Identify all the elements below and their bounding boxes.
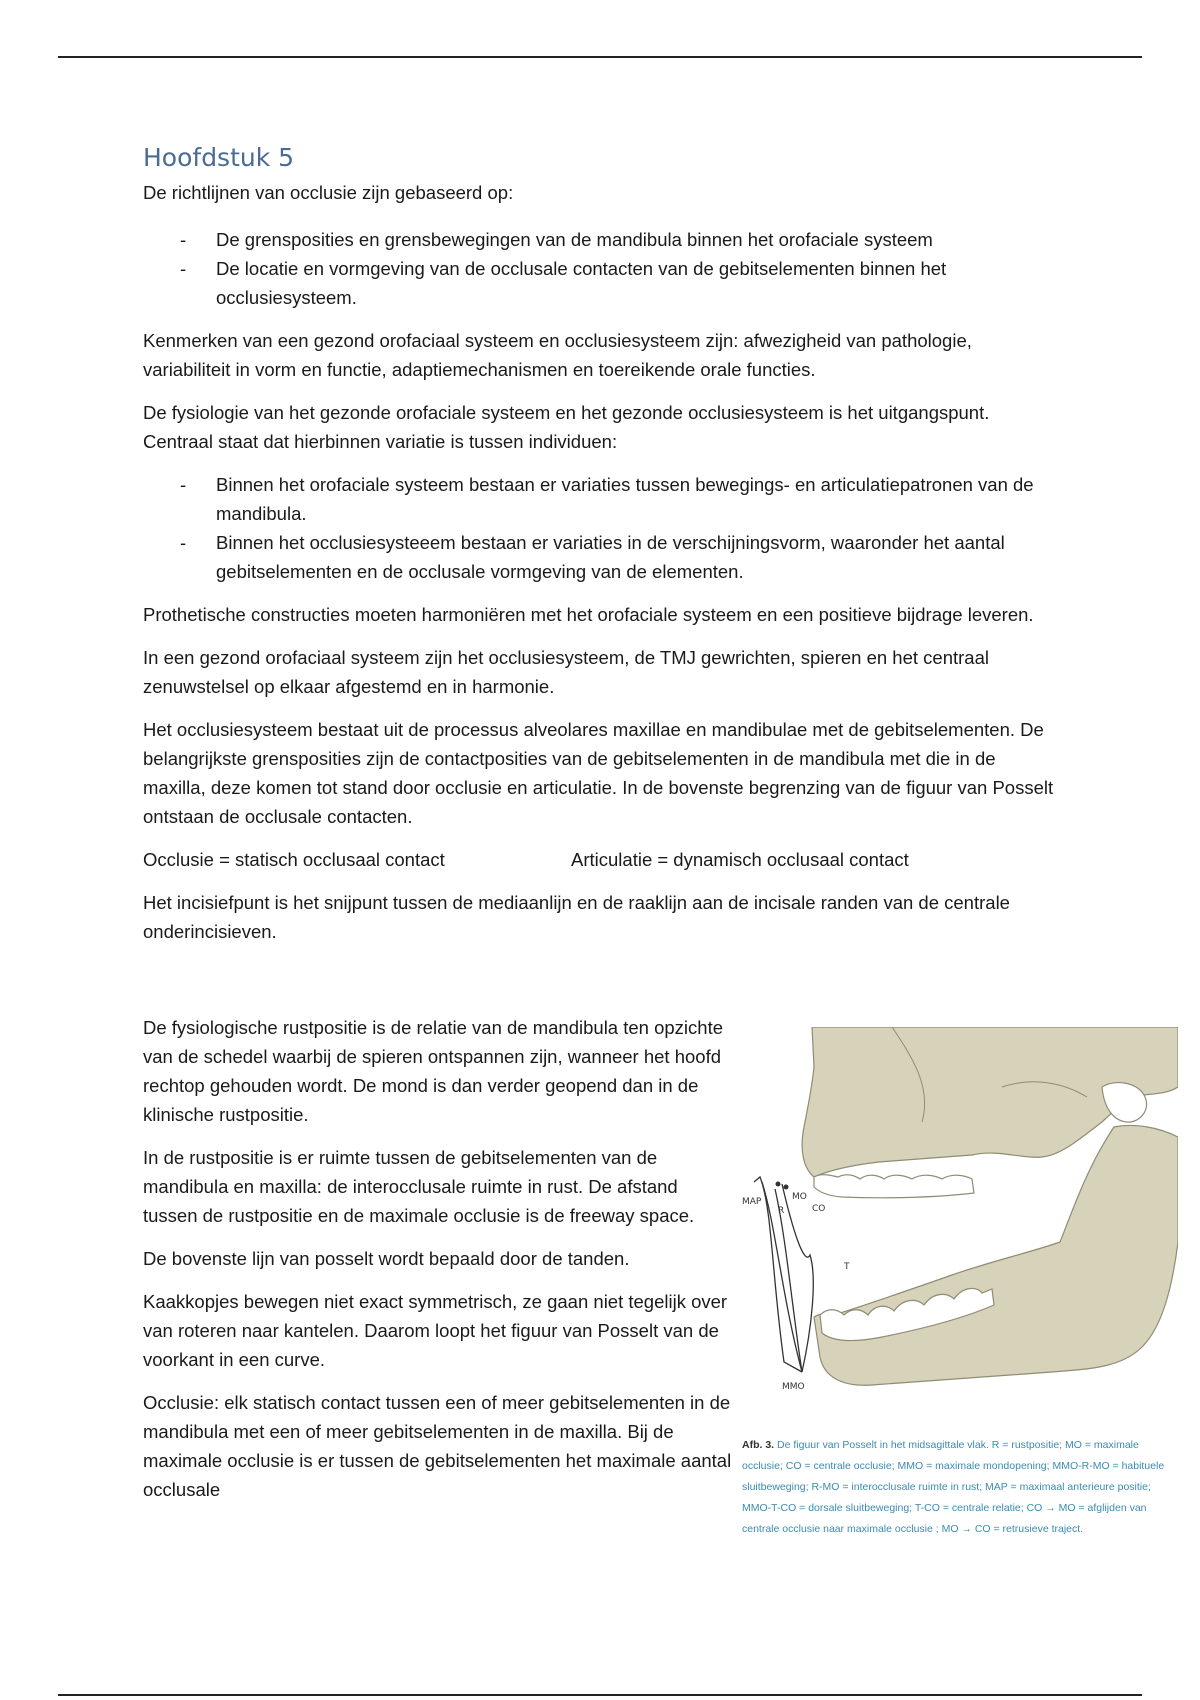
header-rule xyxy=(58,56,1142,58)
page-title: Hoofdstuk 5 xyxy=(143,143,295,172)
posselt-figure xyxy=(742,1027,1178,1540)
paragraph: Occlusie: elk statisch contact tussen een of meer gebitselementen in de mandibula met een of meer gebitselementen in de maxilla. Bij de maximale occlusie is er tussen de gebitselementen het maximale aantal occlusale xyxy=(143,1392,732,1500)
list-item: - Binnen het occlusiesysteeem bestaan er variaties in de verschijningsvorm, waaronder het aantal gebitselementen en de occlusale vormgeving van de elementen. xyxy=(143,528,1063,586)
list-item: - Binnen het orofaciale systeem bestaan er variaties tussen bewegings- en articulatiepatronen van de mandibula. xyxy=(143,470,1063,528)
footer-rule xyxy=(58,1694,1142,1696)
definition-occlusie: Occlusie = statisch occlusaal contact xyxy=(143,849,445,870)
definitions-row xyxy=(143,845,1063,874)
list-item: - De locatie en vormgeving van de occlusale contacten van de gebitselementen binnen het occlusiesysteem. xyxy=(143,254,1063,312)
paragraph: Het incisiefpunt is het snijpunt tussen de mediaanlijn en de raaklijn aan de incisale randen van de centrale onderincisieven. xyxy=(143,892,1010,942)
guideline-list xyxy=(143,225,1063,312)
paragraph: Het occlusiesysteem bestaat uit de processus alveolares maxillae en mandibulae met de gebitselementen. De belangrijkste grensposities zijn de contactposities van de gebitselementen in de mandibula met die in de maxilla, deze komen tot stand door occlusie en articulatie. In de bovenste begrenzing van de figuur van Posselt ontstaan de occlusale contacten. xyxy=(143,719,1054,827)
figure-caption xyxy=(742,1435,1178,1540)
paragraph: In een gezond orofaciaal systeem zijn het occlusiesysteem, de TMJ gewrichten, spieren en het centraal zenuwstelsel op elkaar afgestemd en in harmonie. xyxy=(143,647,989,697)
variation-list xyxy=(143,470,1063,586)
paragraph: Kaakkopjes bewegen niet exact symmetrisch, ze gaan niet tegelijk over van roteren naar kantelen. Daarom loopt het figuur van Posselt van de voorkant in een curve. xyxy=(143,1291,728,1370)
label-co: CO xyxy=(812,1204,826,1214)
paragraph: Prothetische constructies moeten harmoniëren met het orofaciale systeem en een positieve bijdrage leveren. xyxy=(143,604,1034,625)
label-t: T xyxy=(844,1262,850,1272)
list-item: - De grensposities en grensbewegingen van de mandibula binnen het orofaciale systeem xyxy=(143,225,1063,254)
caption-text: De figuur van Posselt in het midsagittale vlak. R = rustpositie; MO = maximale occlusie; CO = centrale occlusie; MMO = maximale mondopening; MMO-R-MO = habituele sluitbeweging; R-MO = interocclusale ruimte in rust; MAP = maximaal anterieure positie; MMO-T-CO = dorsale sluitbeweging; T-CO = centrale relatie; CO → MO = afglijden van centrale occlusie naar maximale occlusie ; MO → CO = retrusieve traject. xyxy=(742,1439,1165,1535)
label-mmo: MMO xyxy=(782,1382,805,1392)
paragraph: Kenmerken van een gezond orofaciaal systeem en occlusiesysteem zijn: afwezigheid van pathologie, variabiliteit in vorm en functie, adaptiemechanismen en toereikende orale functies. xyxy=(143,330,972,380)
skull-illustration xyxy=(742,1027,1178,1417)
paragraph: De fysiologische rustpositie is de relatie van de mandibula ten opzichte van de schedel waarbij de spieren ontspannen zijn, wanneer het hoofd rechtop gehouden wordt. De mond is dan verder geopend dan in de klinische rustpositie. xyxy=(143,1017,723,1125)
label-r: R xyxy=(778,1206,785,1216)
caption-label: Afb. 3. xyxy=(742,1439,775,1451)
lower-text-column xyxy=(143,1013,733,1518)
paragraph: De bovenste lijn van posselt wordt bepaald door de tanden. xyxy=(143,1248,630,1269)
paragraph: In de rustpositie is er ruimte tussen de gebitselementen van de mandibula en maxilla: de interocclusale ruimte in rust. De afstand tussen de rustpositie en de maximale occlusie is de freeway space. xyxy=(143,1147,695,1226)
intro-paragraph: De richtlijnen van occlusie zijn gebaseerd op: xyxy=(143,182,514,203)
mandible-shape xyxy=(814,1125,1178,1385)
label-mo: MO xyxy=(792,1192,807,1202)
document-body xyxy=(143,143,1063,960)
upper-teeth xyxy=(814,1175,974,1198)
label-map: MAP xyxy=(742,1197,762,1207)
paragraph: De fysiologie van het gezonde orofaciale systeem en het gezonde occlusiesysteem is het uitgangspunt. Centraal staat dat hierbinnen variatie is tussen individuen: xyxy=(143,402,990,452)
definition-articulatie: Articulatie = dynamisch occlusaal contact xyxy=(571,849,909,870)
